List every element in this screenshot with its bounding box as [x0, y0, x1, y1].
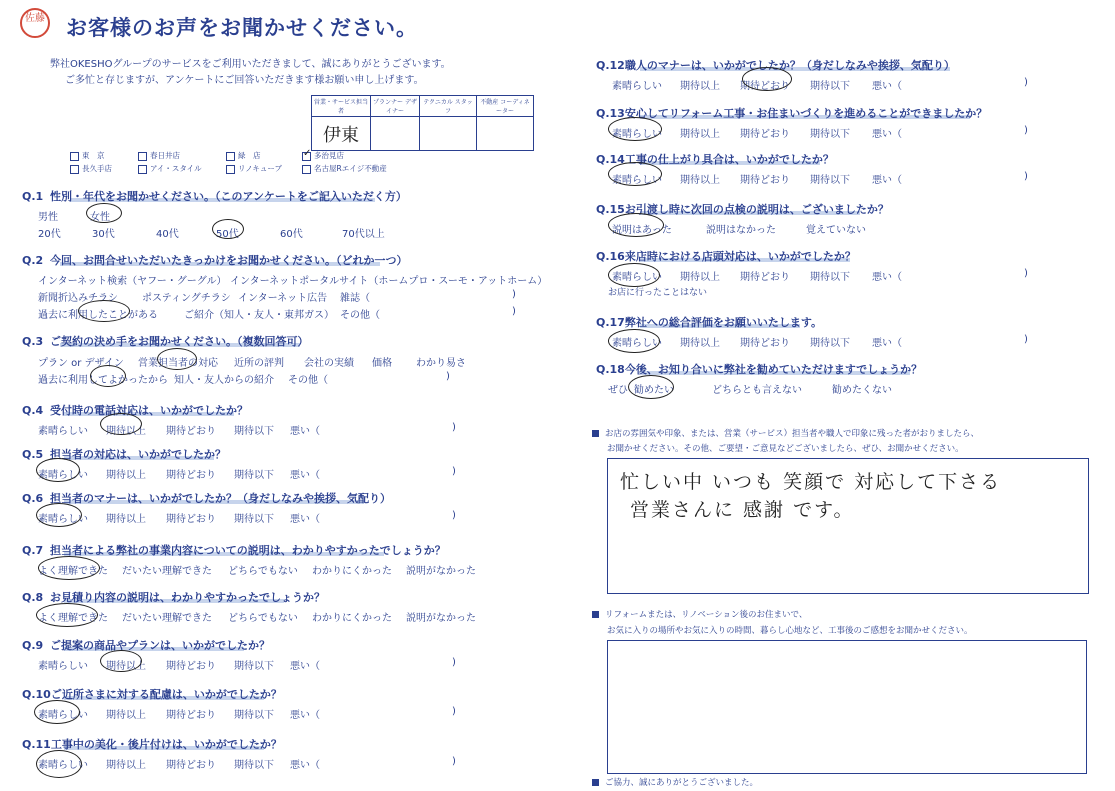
q10-number: Q.10 — [22, 688, 51, 701]
q4-text: 受付時の電話対応は、いかがでしたか？ — [50, 404, 248, 417]
q3-opt-reputation[interactable]: 近所の評判 — [234, 358, 284, 369]
q4-option-4[interactable]: 期待以下 — [234, 426, 274, 437]
q3-opt-clarity[interactable]: わかり易さ — [416, 358, 466, 369]
q1-age-circle — [212, 219, 244, 239]
comment1-prompt-2: お聞かせください。その他、ご要望・ご意見などございましたら、ぜひ、お聞かせください。 — [607, 444, 964, 454]
q18-option-4[interactable]: 勧めたくない — [832, 385, 892, 396]
q9-number: Q.9 — [22, 639, 44, 652]
q7-text: 担当者による弊社の事業内容についての説明は、わかりやすかったでしょうか？ — [50, 544, 446, 557]
q3-opt-price[interactable]: 価格 — [372, 358, 392, 369]
q16-answer-circle — [608, 263, 660, 287]
q10-option-6: ) — [452, 706, 456, 717]
q3-opt-past-use[interactable]: 過去に利用してよかったから — [38, 375, 168, 386]
q6-answer-circle — [36, 503, 82, 527]
staff-header-tech: テクニカル スタッフ — [420, 96, 477, 117]
q9-option-3[interactable]: 期待どおり — [166, 661, 216, 672]
q14-text: 工事の仕上がり具合は、いかがでしたか？ — [624, 153, 834, 166]
q11-text: 工事中の美化・後片付けは、いかがでしたか？ — [50, 738, 282, 751]
q11-option-1[interactable]: 素晴らしい — [38, 760, 88, 771]
q12-text: 職人のマナーは、いかがでしたか？（身だしなみや挨拶、気配り） — [624, 59, 955, 72]
q2-opt-magazine[interactable]: 雑誌（ — [340, 293, 370, 304]
store-kasugai[interactable]: 春日井店 — [138, 150, 180, 161]
q1-opt-30s[interactable]: 30代 — [92, 229, 115, 240]
intro-line-2: ご多忙と存じますが、アンケートにご回答いただきます様お願い申し上げます。 — [65, 75, 424, 86]
q7-answer-circle — [38, 556, 100, 580]
q7-option-5[interactable]: 説明がなかった — [406, 566, 476, 577]
staff-value-sales[interactable]: 伊東 — [312, 117, 371, 151]
q8-text: お見積り内容の説明は、わかりやすかったでしょうか？ — [50, 591, 325, 604]
q6-option-3[interactable]: 期待どおり — [166, 514, 216, 525]
comment2-prompt-2: お気に入りの場所やお気に入りの時間、暮らし心地など、工事後のご感想をお聞かせください。 — [607, 626, 973, 636]
q3-opt-track-record[interactable]: 会社の実績 — [304, 358, 354, 369]
q1-opt-40s[interactable]: 40代 — [156, 229, 179, 240]
q1-opt-female[interactable]: 女性 — [90, 212, 110, 223]
q2-opt-past-use[interactable]: 過去に利用したことがある — [38, 310, 158, 321]
q17-number: Q.17 — [596, 316, 625, 329]
q6-text: 担当者のマナーは、いかがでしたか？（身だしなみや挨拶、気配り） — [50, 492, 391, 505]
q9-option-1[interactable]: 素晴らしい — [38, 661, 88, 672]
q9-option-4[interactable]: 期待以下 — [234, 661, 274, 672]
q4-option-5[interactable]: 悪い（ — [290, 426, 320, 437]
q3-opt-plan[interactable]: プラン or デザイン — [38, 358, 124, 369]
q5-option-3[interactable]: 期待どおり — [166, 470, 216, 481]
q17-answer-circle — [608, 329, 660, 353]
q5-number: Q.5 — [22, 448, 44, 461]
q6-number: Q.6 — [22, 492, 44, 505]
q18-text: 今後、お知り合いに弊社を勧めていただけますでしょうか？ — [624, 363, 923, 376]
q16-text: 来店時における店頭対応は、いかがでしたか？ — [624, 250, 856, 263]
q13-option-5[interactable]: 悪い（ — [872, 129, 902, 140]
q11-option-3[interactable]: 期待どおり — [166, 760, 216, 771]
q12-option-2[interactable]: 期待以上 — [680, 81, 720, 92]
q2-opt-flyer[interactable]: 新聞折込みチラシ — [38, 293, 118, 304]
q12-option-5[interactable]: 悪い（ — [872, 81, 902, 92]
q17-option-2[interactable]: 期待以上 — [680, 338, 720, 349]
q10-option-3[interactable]: 期待どおり — [166, 710, 216, 721]
q8-option-4[interactable]: わかりにくかった — [312, 613, 392, 624]
q10-option-2[interactable]: 期待以上 — [106, 710, 146, 721]
q5-answer-circle — [36, 458, 80, 482]
q8-option-5[interactable]: 説明がなかった — [406, 613, 476, 624]
q15-option-1[interactable]: 説明はあった — [612, 225, 672, 236]
q3-opt-sales-staff[interactable]: 営業担当者の対応 — [138, 358, 218, 369]
q10-text: ご近所さまに対する配慮は、いかがでしたか？ — [50, 688, 282, 701]
q11-option-4[interactable]: 期待以下 — [234, 760, 274, 771]
q17-option-3[interactable]: 期待どおり — [740, 338, 790, 349]
q13-option-4[interactable]: 期待以下 — [810, 129, 850, 140]
q13-option-6: ) — [1024, 125, 1028, 136]
q3-circle-b — [90, 365, 126, 387]
q1-gender-circle — [86, 203, 122, 223]
q16-number: Q.16 — [596, 250, 625, 263]
store-istyle[interactable]: アイ・スタイル — [138, 163, 202, 174]
q9-option-2[interactable]: 期待以上 — [106, 661, 146, 672]
staff-table — [311, 95, 534, 151]
staff-value-realestate[interactable] — [477, 117, 534, 151]
q12-number: Q.12 — [596, 59, 625, 72]
q18-number: Q.18 — [596, 363, 625, 376]
q14-option-6: ) — [1024, 171, 1028, 182]
q14-option-5[interactable]: 悪い（ — [872, 175, 902, 186]
q3-title: Q.3 ご契約の決め手をお聞かせください。（複数回答可） — [22, 335, 309, 348]
q18-option-3[interactable]: どちらとも言えない — [712, 385, 802, 396]
q17-text: 弊社への総合評価をお願いいたします。 — [624, 316, 822, 329]
q2-opt-referral[interactable]: ご紹介（知人・友人・東邦ガス） — [184, 310, 334, 321]
q4-option-3[interactable]: 期待どおり — [166, 426, 216, 437]
comment1-prompt-1: お店の雰囲気や印象、または、営業（サービス）担当者や職人で印象に残った者がおりましたら、 — [592, 427, 979, 439]
footer-thanks: ご協力、誠にありがとうございました。 — [592, 776, 758, 788]
comment1-answer-2: 営業さんに 感謝 です。 — [630, 499, 855, 521]
store-midori[interactable]: 緑 店 — [226, 150, 261, 161]
q17-option-5[interactable]: 悪い（ — [872, 338, 902, 349]
q6-option-5[interactable]: 悪い（ — [290, 514, 320, 525]
q15-text: お引渡し時に次回の点検の説明は、ございましたか？ — [624, 203, 889, 216]
staff-header-realestate: 不動産 コーディネーター — [477, 96, 534, 117]
q9-option-5[interactable]: 悪い（ — [290, 661, 320, 672]
q10-option-4[interactable]: 期待以下 — [234, 710, 274, 721]
q3-paren-close: ) — [446, 371, 450, 382]
hanko-stamp — [20, 8, 50, 38]
q4-answer-circle — [100, 413, 142, 435]
q11-option-6: ) — [452, 756, 456, 767]
q14-option-4[interactable]: 期待以下 — [810, 175, 850, 186]
q1-opt-60s[interactable]: 60代 — [280, 229, 303, 240]
q3-opt-referral[interactable]: 知人・友人からの紹介 — [174, 375, 274, 386]
q13-option-1[interactable]: 素晴らしい — [612, 129, 662, 140]
q17-title — [596, 314, 822, 330]
q13-number: Q.13 — [596, 107, 625, 120]
q11-option-5[interactable]: 悪い（ — [290, 760, 320, 771]
q8-number: Q.8 — [22, 591, 44, 604]
q14-answer-circle — [608, 162, 662, 186]
comment2-box[interactable] — [607, 640, 1087, 774]
q12-answer-circle — [742, 67, 792, 91]
q7-number: Q.7 — [22, 544, 44, 557]
q8-option-3[interactable]: どちらでもない — [228, 613, 298, 624]
q17-option-4[interactable]: 期待以下 — [810, 338, 850, 349]
q6-option-6: ) — [452, 510, 456, 521]
q7-option-4[interactable]: わかりにくかった — [312, 566, 392, 577]
q2-opt-portal[interactable]: インターネットポータルサイト（ホームプロ・スーモ・アットホーム） — [230, 276, 548, 287]
comment1-box[interactable] — [607, 458, 1089, 594]
q9-text: ご提案の商品やプランは、いかがでしたか？ — [50, 639, 270, 652]
q8-option-2[interactable]: だいたい理解できた — [122, 613, 212, 624]
q2-opt-search[interactable]: インターネット検索（ヤフー・グーグル） — [38, 276, 227, 287]
q14-option-1[interactable]: 素晴らしい — [612, 175, 662, 186]
q3-circle-a — [157, 348, 197, 370]
q5-option-1[interactable]: 素晴らしい — [38, 470, 88, 481]
staff-header-planner: プランナー デザイナー — [371, 96, 420, 117]
q2-title: Q.2 今回、お問合せいただいたきっかけをお聞かせください。（どれか一つ） — [22, 254, 408, 267]
store-tajimi[interactable]: ✓ 多治見店 — [303, 147, 344, 160]
q16-title — [596, 248, 856, 264]
q12-option-4[interactable]: 期待以下 — [810, 81, 850, 92]
q6-option-4[interactable]: 期待以下 — [234, 514, 274, 525]
comment2-prompt-1: リフォームまたは、リノベーション後のお住まいで、 — [592, 608, 807, 620]
q7-option-3[interactable]: どちらでもない — [228, 566, 298, 577]
q5-option-4[interactable]: 期待以下 — [234, 470, 274, 481]
q9-option-6: ) — [452, 657, 456, 668]
q4-option-6: ) — [452, 422, 456, 433]
hanko-text: 佐藤 — [25, 13, 45, 24]
q11-option-2[interactable]: 期待以上 — [106, 760, 146, 771]
q15-number: Q.15 — [596, 203, 625, 216]
q11-number: Q.11 — [22, 738, 51, 751]
store-nagoya-rage[interactable]: 名古屋Rエイジ不動産 — [302, 163, 387, 174]
q2-paren-close: ) — [512, 289, 516, 300]
q5-option-5[interactable]: 悪い（ — [290, 470, 320, 481]
q18-answer-circle — [628, 375, 674, 399]
q2-paren-close-2: ) — [512, 306, 516, 317]
q3-opt-other[interactable]: その他（ — [288, 375, 328, 386]
q16-option-1[interactable]: 素晴らしい — [612, 272, 662, 283]
q1-opt-50s[interactable]: 50代 — [216, 229, 239, 240]
q16-option-2[interactable]: 期待以上 — [680, 272, 720, 283]
staff-header-sales: 営業・サービス担当者 — [312, 96, 371, 117]
q10-option-5[interactable]: 悪い（ — [290, 710, 320, 721]
q16-option-3[interactable]: 期待どおり — [740, 272, 790, 283]
q12-option-1[interactable]: 素晴らしい — [612, 81, 662, 92]
q10-answer-circle — [34, 700, 80, 724]
q1-opt-male[interactable]: 男性 — [38, 212, 58, 223]
q16-option-4[interactable]: 期待以下 — [810, 272, 850, 283]
q18-option-2[interactable]: 勧めたい — [634, 385, 674, 396]
q7-title — [22, 542, 446, 558]
q1-opt-70s[interactable]: 70代以上 — [342, 229, 385, 240]
q14-number: Q.14 — [596, 153, 625, 166]
store-list — [70, 147, 410, 176]
q7-option-2[interactable]: だいたい理解できた — [122, 566, 212, 577]
q4-option-1[interactable]: 素晴らしい — [38, 426, 88, 437]
q7-option-1[interactable]: よく理解できた — [38, 566, 108, 577]
q2-opt-other[interactable]: その他（ — [340, 310, 380, 321]
store-tokyo[interactable]: 東 京 — [70, 150, 105, 161]
staff-value-tech[interactable] — [420, 117, 477, 151]
page-title: お客様のお声をお聞かせください。 — [66, 16, 418, 40]
q17-option-6: ) — [1024, 334, 1028, 345]
q13-option-3[interactable]: 期待どおり — [740, 129, 790, 140]
q8-option-1[interactable]: よく理解できた — [38, 613, 108, 624]
q6-title — [22, 490, 391, 506]
q4-option-2[interactable]: 期待以上 — [106, 426, 146, 437]
q14-option-2[interactable]: 期待以上 — [680, 175, 720, 186]
q9-title — [22, 637, 270, 653]
q8-answer-circle — [36, 603, 98, 627]
q13-text: 安心してリフォーム工事・お住まいづくりを進めることができましたか？ — [624, 107, 988, 120]
q13-title — [596, 105, 987, 121]
q2-opt-posting[interactable]: ポスティングチラシ — [142, 293, 231, 304]
q6-option-1[interactable]: 素晴らしい — [38, 514, 88, 525]
q2-opt-ad[interactable]: インターネット広告 — [238, 293, 328, 304]
q1-opt-20s[interactable]: 20代 — [38, 229, 61, 240]
q5-option-6: ) — [452, 466, 456, 477]
q1-title: Q.1 性別・年代をお聞かせください。（このアンケートをご記入いただく方） — [22, 190, 407, 203]
q16-option-6: ) — [1024, 268, 1028, 279]
q14-option-3[interactable]: 期待どおり — [740, 175, 790, 186]
q5-text: 担当者の対応は、いかがでしたか？ — [50, 448, 226, 461]
intro-line-1: 弊社OKESHOグループのサービスをご利用いただきまして、誠にありがとうございます。 — [50, 59, 451, 70]
q4-number: Q.4 — [22, 404, 44, 417]
q5-option-2[interactable]: 期待以上 — [106, 470, 146, 481]
comment1-answer-1: 忙しい中 いつも 笑顔で 対応して下さる — [620, 471, 1002, 493]
q18-option-1[interactable]: ぜひ — [608, 385, 628, 396]
q2-circle — [78, 300, 130, 322]
staff-value-planner[interactable] — [371, 117, 420, 151]
q12-option-3[interactable]: 期待どおり — [740, 81, 790, 92]
q9-answer-circle — [100, 650, 142, 672]
q17-option-1[interactable]: 素晴らしい — [612, 338, 662, 349]
q6-option-2[interactable]: 期待以上 — [106, 514, 146, 525]
q11-answer-circle — [36, 750, 82, 778]
q13-answer-circle — [608, 117, 662, 141]
store-nagakute[interactable]: 長久手店 — [70, 163, 112, 174]
q15-option-3[interactable]: 覚えていない — [806, 225, 866, 236]
q10-option-1[interactable]: 素晴らしい — [38, 710, 88, 721]
q15-answer-circle — [608, 213, 664, 237]
q16-option-5[interactable]: 悪い（ — [872, 272, 902, 283]
q12-option-6: ) — [1024, 77, 1028, 88]
q15-option-2[interactable]: 説明はなかった — [706, 225, 776, 236]
q16-option-never-visited[interactable]: お店に行ったことはない — [608, 288, 708, 298]
q13-option-2[interactable]: 期待以上 — [680, 129, 720, 140]
store-renocube[interactable]: リノキューブ — [226, 163, 282, 174]
